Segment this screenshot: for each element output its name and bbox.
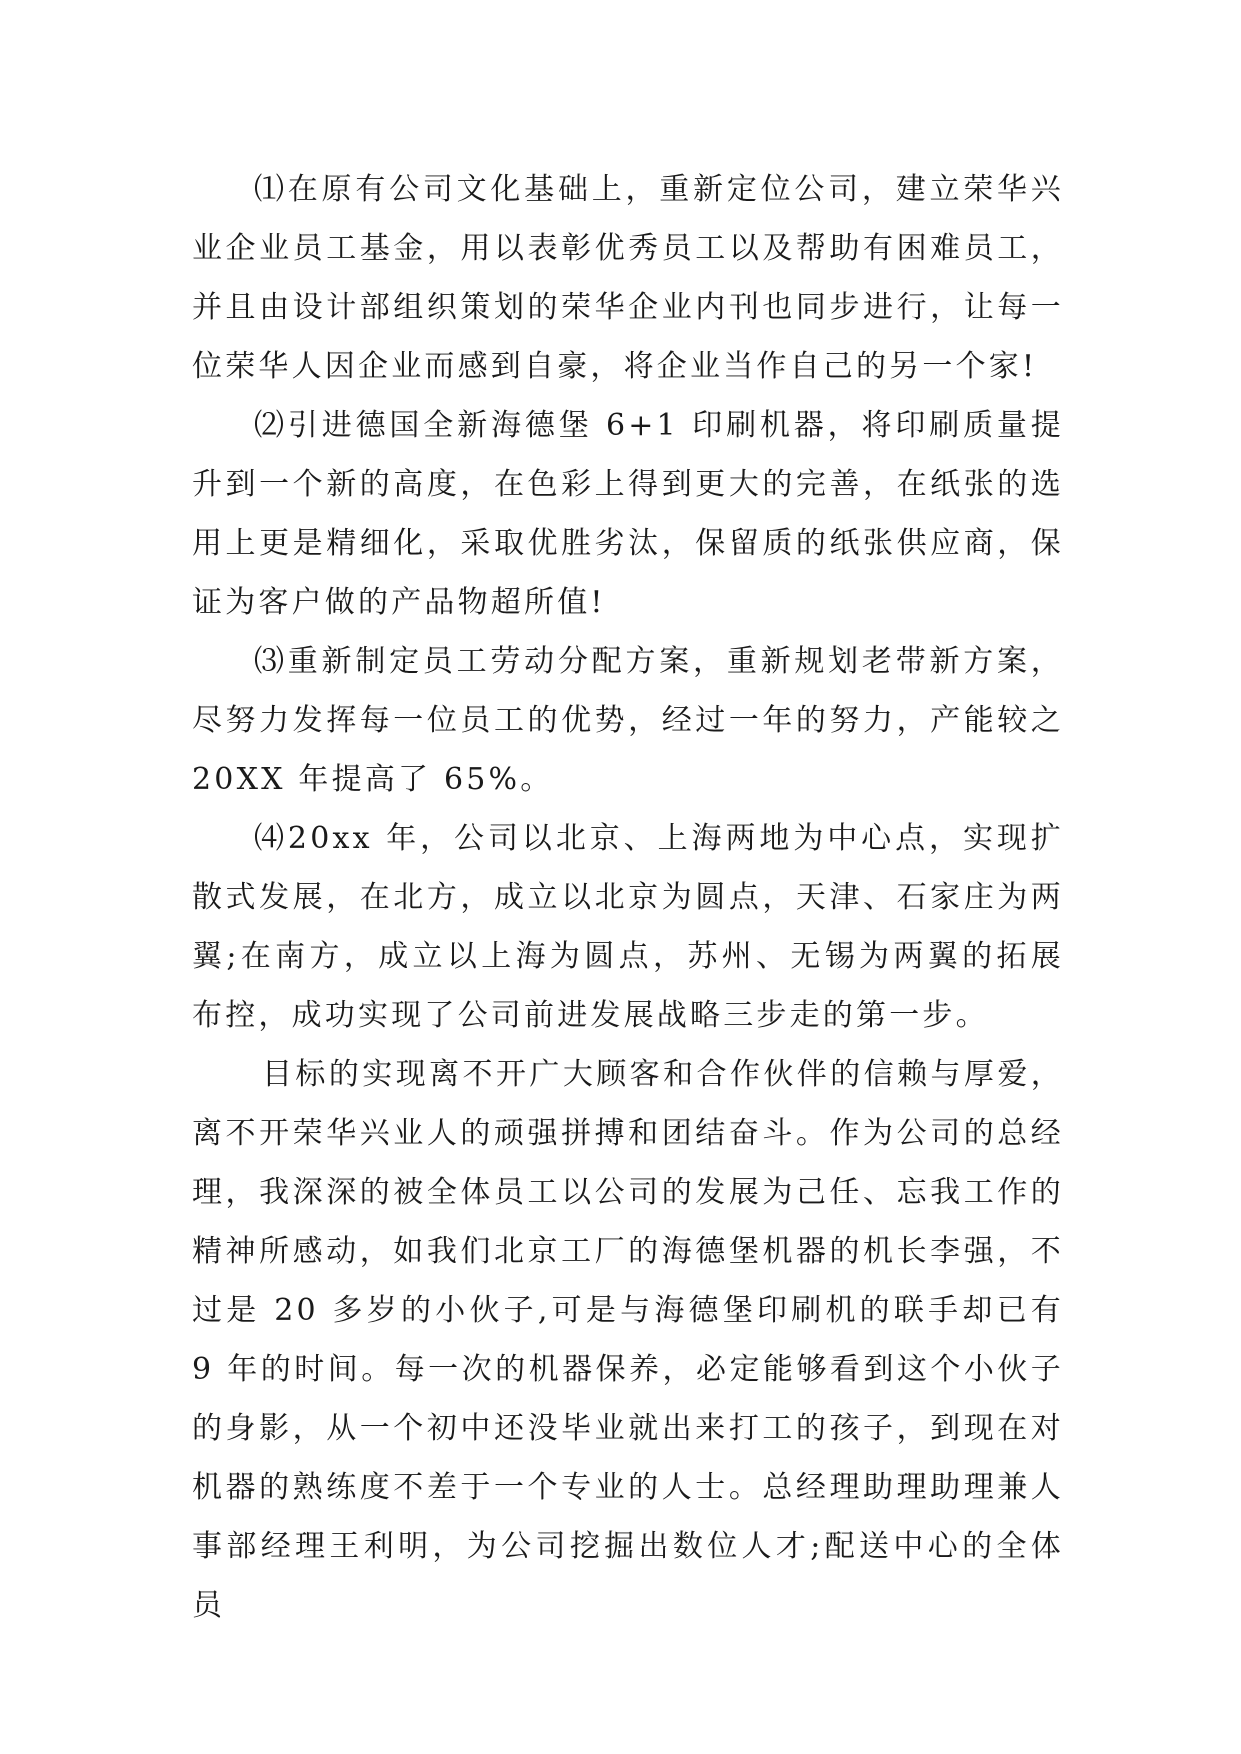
paragraph-item-2: ⑵引进德国全新海德堡 6+1 印刷机器，将印刷质量提升到一个新的高度，在色彩上得到更大的完善，在纸张的选用上更是精细化，采取优胜劣汰，保留质的纸张供应商，保证为客户做的产品物超所值!	[192, 408, 1064, 620]
paragraph-item-1: ⑴在原有公司文化基础上，重新定位公司，建立荣华兴业企业员工基金，用以表彰优秀员工以及帮助有困难员工，并且由设计部组织策划的荣华企业内刊也同步进行，让每一位荣华人因企业而感到自豪，将企业当作自己的另一个家!	[192, 172, 1064, 384]
paragraph-item-4: ⑷20xx 年，公司以北京、上海两地为中心点，实现扩散式发展，在北方，成立以北京为圆点，天津、石家庄为两翼;在南方，成立以上海为圆点，苏州、无锡为两翼的拓展布控，成功实现了公司前进发展战略三步走的第一步。	[192, 821, 1064, 1033]
paragraph-goals: 目标的实现离不开广大顾客和合作伙伴的信赖与厚爱，离不开荣华兴业人的顽强拼搏和团结奋斗。作为公司的总经理，我深深的被全体员工以公司的发展为己任、忘我工作的精神所感动，如我们北京工厂的海德堡机器的机长李强，不过是 20 多岁的小伙子,可是与海德堡印刷机的联手却已有 9 年的时间。每一次的机器保养，必定能够看到这个小伙子的身影，从一个初中还没毕业就出来打工的孩子，到现在对机器的熟练度不差于一个专业的人士。总经理助理助理兼人事部经理王利明，为公司挖掘出数位人才;配送中心的全体员	[192, 1057, 1064, 1623]
document-body	[192, 160, 1064, 1635]
paragraph-item-3: ⑶重新制定员工劳动分配方案，重新规划老带新方案，尽努力发挥每一位员工的优势，经过一年的努力，产能较之 20XX 年提高了 65%。	[192, 644, 1064, 797]
